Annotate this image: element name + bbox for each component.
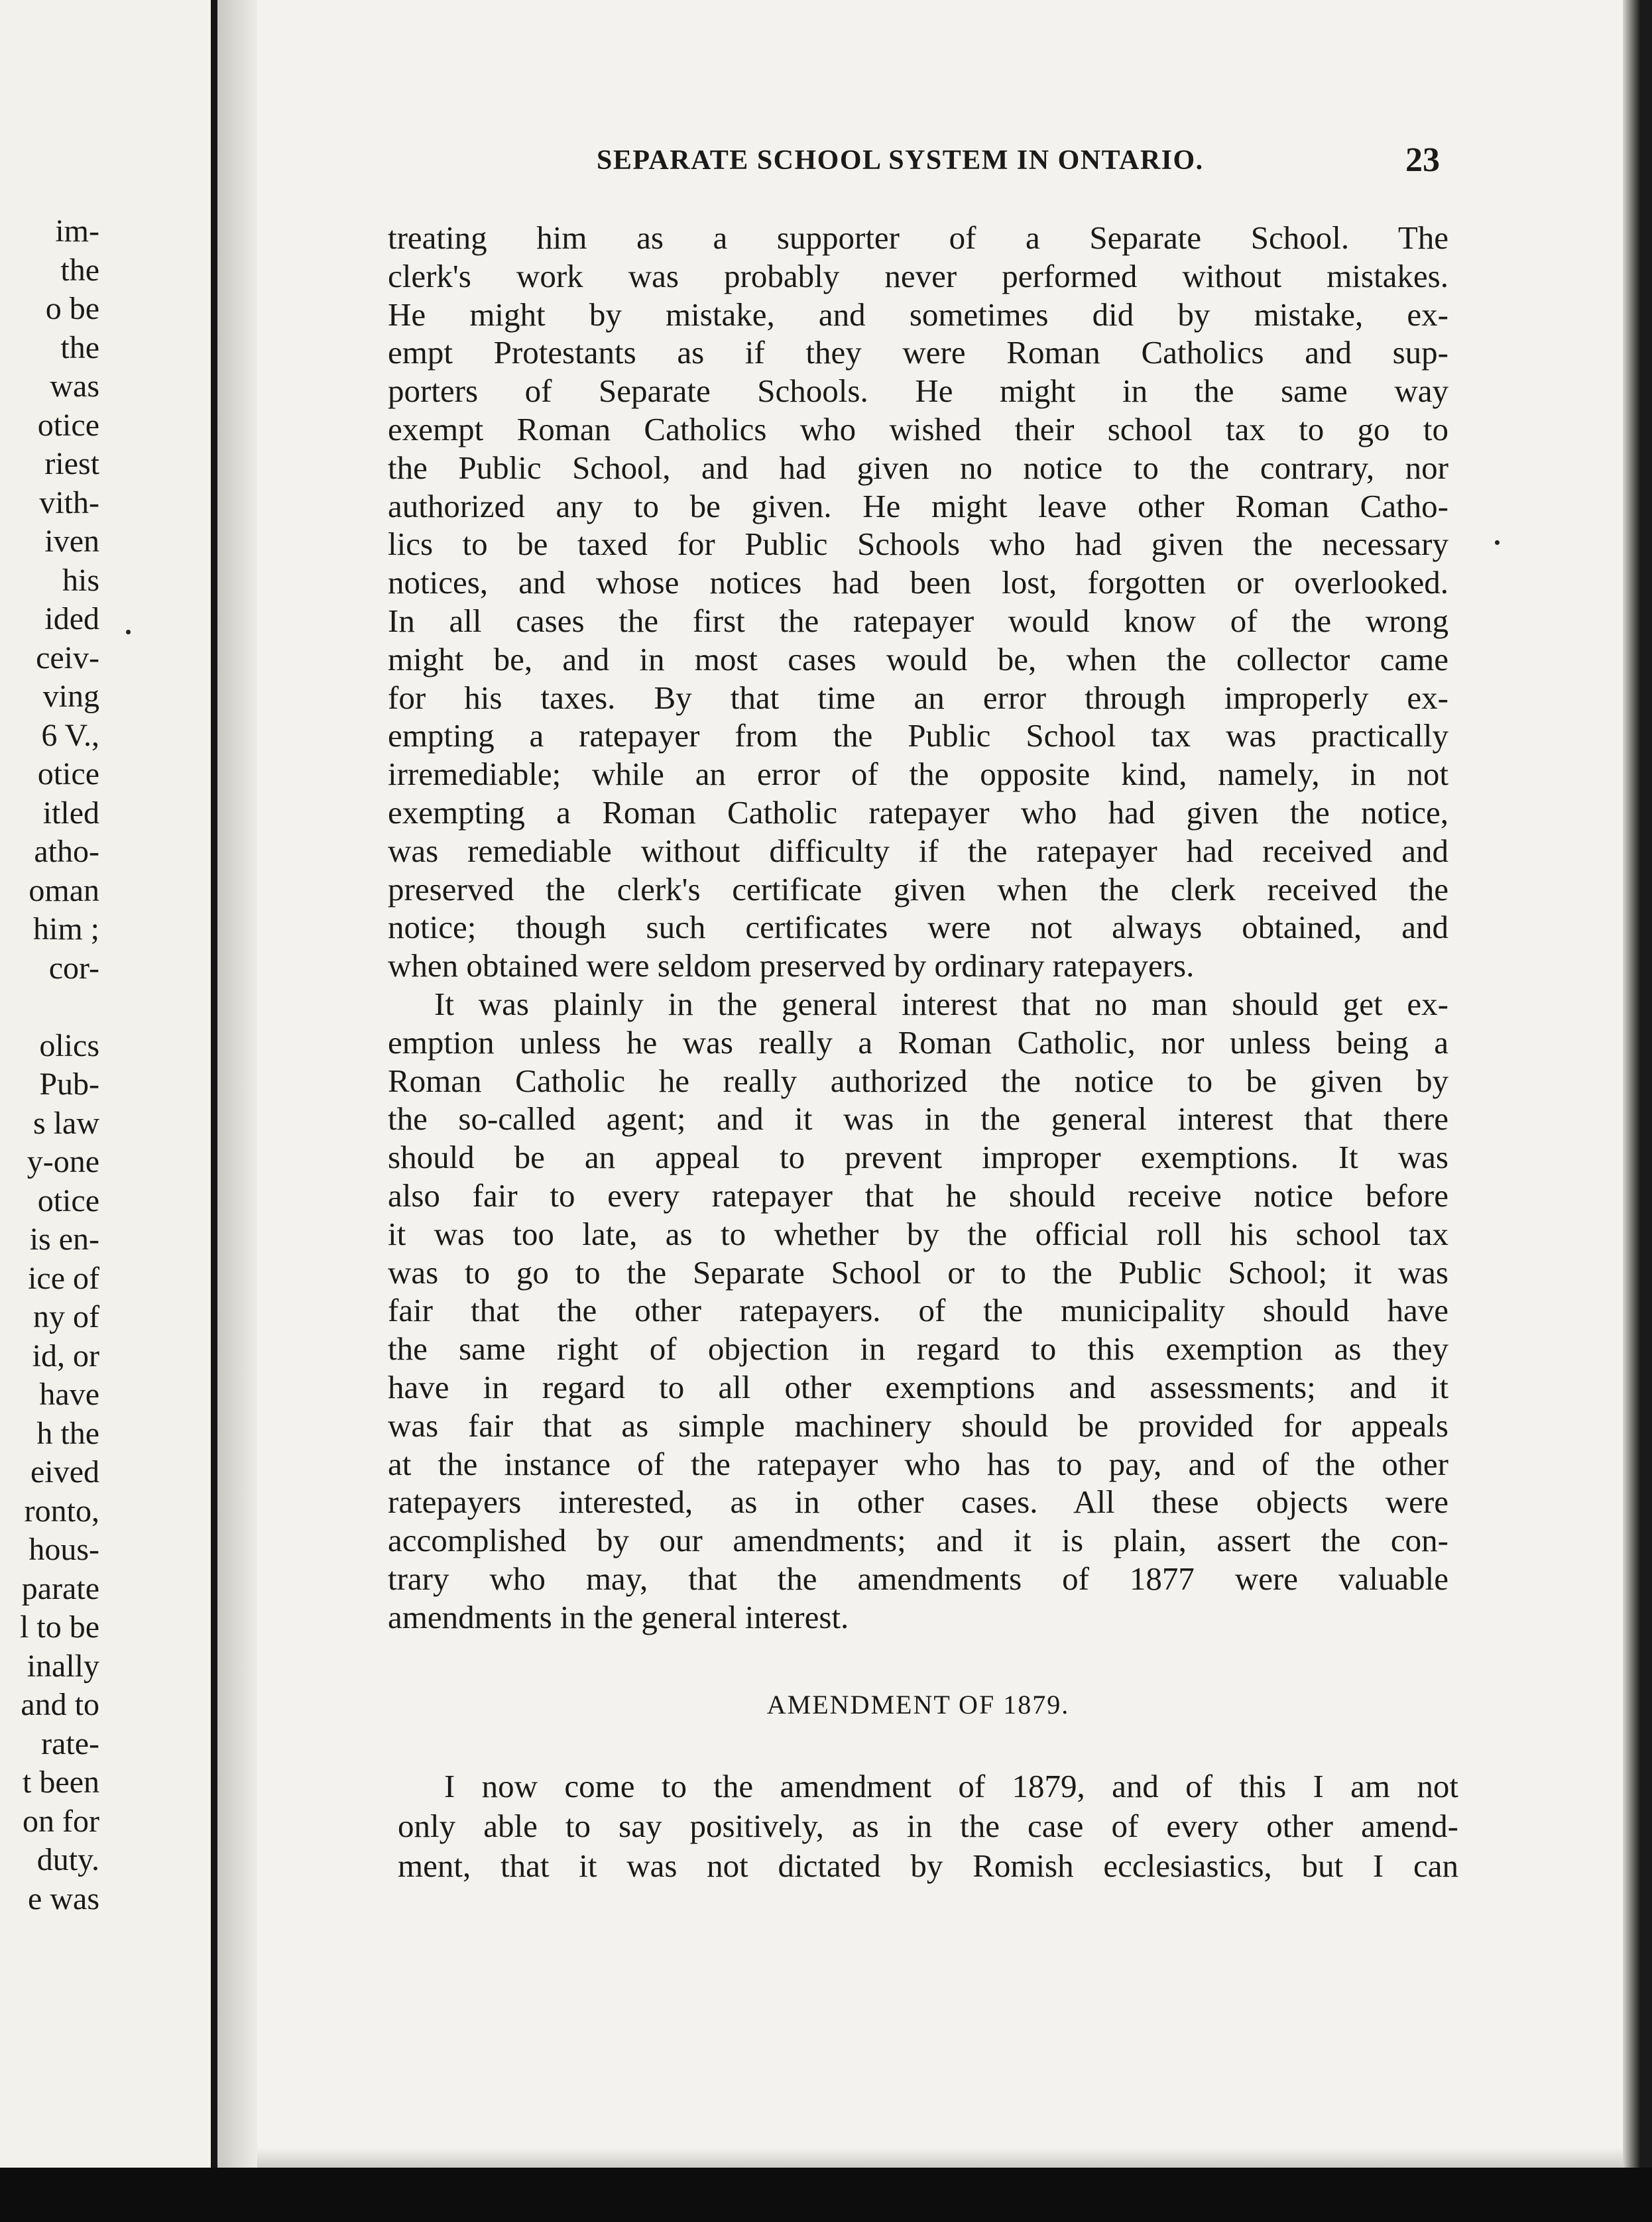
- left-page-fragment: hous-: [29, 1532, 99, 1567]
- left-page-fragment: riest: [44, 446, 99, 481]
- left-page-fragment: oman: [29, 872, 99, 908]
- left-page-fragment: s law: [33, 1105, 99, 1141]
- text-line: when obtained were seldom preserved by ordinary ratepayers.: [388, 947, 1195, 984]
- left-facing-page: [0, 0, 212, 2222]
- left-page-fragment: ceiv-: [36, 640, 99, 675]
- left-page-fragment: o be: [45, 291, 99, 326]
- page-bottom-edge: [257, 2148, 1623, 2168]
- text-line: the Public School, and had given no notice to the contrary, nor: [388, 449, 1448, 486]
- section-heading: AMENDMENT OF 1879.: [766, 1690, 1070, 1720]
- left-page-fragment: was: [50, 369, 99, 404]
- left-page-fragment: duty.: [36, 1842, 99, 1877]
- running-head: SEPARATE SCHOOL SYSTEM IN ONTARIO.: [597, 145, 1204, 176]
- text-line: In all cases the first the ratepayer would know of the wrong: [388, 602, 1448, 639]
- text-line: ment, that it was not dictated by Romish ecclesiastics, but I can: [398, 1847, 1458, 1884]
- left-page-fragment: vith-: [39, 485, 99, 520]
- left-page-fragment: im-: [55, 213, 99, 249]
- left-page-fragment: his: [62, 562, 99, 598]
- left-page-fragment: iven: [44, 524, 99, 559]
- text-line: exempting a Roman Catholic ratepayer who had given the notice,: [388, 793, 1448, 831]
- text-line: clerk's work was probably never performed without mistakes.: [388, 257, 1448, 294]
- text-line: emption unless he was really a Roman Catholic, nor unless being a: [388, 1023, 1448, 1061]
- text-line: notice; though such certificates were not always obtained, and: [388, 909, 1448, 946]
- left-page-fragment: ided: [44, 601, 99, 636]
- text-line: accomplished by our amendments; and it is plain, assert the con-: [388, 1522, 1448, 1559]
- text-line: for his taxes. By that time an error through improperly ex-: [388, 679, 1448, 716]
- left-page-fragment: inally: [27, 1648, 99, 1684]
- text-line: empt Protestants as if they were Roman Catholics and sup-: [388, 334, 1448, 371]
- left-page-fragment: cor-: [48, 950, 99, 986]
- left-page-fragment: him ;: [32, 911, 99, 947]
- text-line: have in regard to all other exemptions and assessments; and it: [388, 1368, 1448, 1405]
- left-page-fragment: atho-: [34, 834, 99, 869]
- text-line: trary who may, that the amendments of 1877 were valuable: [388, 1560, 1448, 1597]
- text-line: exempt Roman Catholics who wished their school tax to go to: [388, 410, 1448, 447]
- left-page-fragment: ice of: [28, 1260, 99, 1296]
- text-line: it was too late, as to whether by the official roll his school tax: [388, 1215, 1448, 1252]
- text-line: amendments in the general interest.: [388, 1598, 849, 1635]
- left-page-fragment: y-one: [27, 1144, 99, 1179]
- section-paragraph: [398, 1767, 1458, 1886]
- text-line: preserved the clerk's certificate given when the clerk received the: [388, 870, 1448, 907]
- left-page-fragment: otice: [37, 756, 99, 791]
- text-line: I now come to the amendment of 1879, and of this I am not: [444, 1768, 1458, 1804]
- binding-gutter-line: [211, 0, 217, 2222]
- text-line: at the instance of the ratepayer who has to pay, and of the other: [388, 1445, 1448, 1482]
- text-line: the so-called agent; and it was in the general interest that there: [388, 1100, 1448, 1138]
- text-line: might be, and in most cases would be, when the collector came: [388, 640, 1448, 677]
- text-line: porters of Separate Schools. He might in the same way: [388, 373, 1448, 410]
- left-page-fragment: have: [39, 1377, 99, 1412]
- left-page-fragment: id, or: [32, 1338, 99, 1374]
- text-line: He might by mistake, and sometimes did by mistake, ex-: [388, 296, 1448, 333]
- text-line: was fair that as simple machinery should be provided for appeals: [388, 1407, 1448, 1444]
- text-line: It was plainly in the general interest that no man should get ex-: [434, 985, 1448, 1022]
- text-line: the same right of objection in regard to this exemption as they: [388, 1330, 1448, 1368]
- left-page-fragment: olics: [39, 1027, 99, 1063]
- text-line: treating him as a supporter of a Separate School. The: [388, 219, 1448, 256]
- scan-speck: [126, 630, 131, 634]
- text-line: notices, and whose notices had been lost, forgotten or overlooked.: [388, 564, 1448, 601]
- text-line: empting a ratepayer from the Public School tax was practically: [388, 717, 1448, 754]
- text-line: fair that the other ratepayers. of the municipality should have: [388, 1292, 1448, 1329]
- left-page-fragment: [20, 988, 99, 1027]
- left-page-fragment: parate: [21, 1570, 99, 1606]
- left-page-fragment: otice: [37, 1183, 99, 1218]
- left-page-fragment: on for: [23, 1803, 99, 1839]
- left-page-fragment: t been: [23, 1765, 99, 1800]
- text-line: ratepayers interested, as in other cases. All these objects were: [388, 1484, 1448, 1521]
- text-line: was to go to the Separate School or to the Public School; it was: [388, 1254, 1448, 1291]
- body-text: [388, 219, 1448, 1636]
- left-page-fragment: h the: [36, 1415, 99, 1451]
- left-page-fragment: ronto,: [24, 1493, 99, 1529]
- left-page-fragment: l to be: [20, 1609, 99, 1645]
- text-line: lics to be taxed for Public Schools who had given the necessary: [388, 526, 1448, 563]
- left-page-fragment: 6 V.,: [41, 717, 99, 753]
- left-page-fragment: e was: [28, 1881, 99, 1916]
- page-number: 23: [1405, 141, 1440, 179]
- text-line: only able to say positively, as in the case of every other amend-: [398, 1808, 1458, 1844]
- left-page-fragment: ving: [42, 679, 99, 714]
- scan-bottom-border: [0, 2168, 1652, 2222]
- left-page-fragment: the: [60, 252, 99, 288]
- left-page-text-fragments: [20, 212, 99, 1918]
- text-line: was remediable without difficulty if the ratepayer had received and: [388, 832, 1448, 869]
- left-page-fragment: the: [60, 329, 99, 365]
- text-line: authorized any to be given. He might leave other Roman Catho-: [388, 487, 1448, 524]
- left-page-fragment: ny of: [33, 1299, 99, 1334]
- text-line: should be an appeal to prevent improper exemptions. It was: [388, 1139, 1448, 1176]
- binding-gutter-shadow: [217, 0, 257, 2222]
- left-page-fragment: otice: [37, 407, 99, 443]
- left-page-fragment: rate-: [41, 1725, 99, 1761]
- scan-speck: [1495, 540, 1500, 545]
- left-page-fragment: is en-: [29, 1222, 99, 1257]
- text-line: Roman Catholic he really authorized the notice to be given by: [388, 1062, 1448, 1099]
- left-page-fragment: itled: [42, 795, 99, 831]
- left-page-fragment: and to: [21, 1687, 99, 1722]
- left-page-fragment: Pub-: [39, 1067, 99, 1102]
- text-line: irremediable; while an error of the opposite kind, namely, in not: [388, 756, 1448, 793]
- text-line: also fair to every ratepayer that he should receive notice before: [388, 1177, 1448, 1214]
- page-right-edge: [1623, 0, 1652, 2222]
- left-page-fragment: eived: [30, 1454, 99, 1490]
